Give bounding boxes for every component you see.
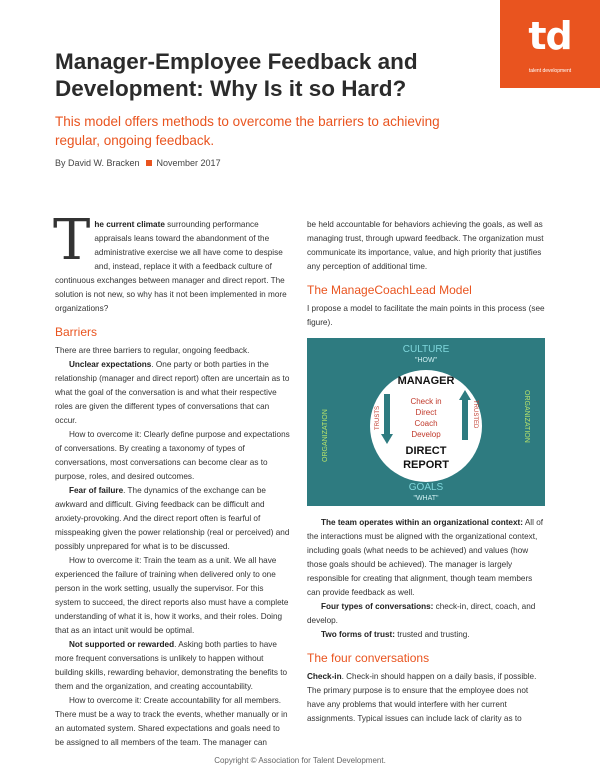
conversation-develop: Develop [411, 430, 441, 439]
report-label: REPORT [403, 459, 449, 471]
author: By David W. Bracken [55, 158, 140, 168]
trusted-arrow-shaft [462, 400, 468, 440]
publish-date: November 2017 [156, 158, 221, 168]
drop-cap: T [53, 208, 91, 273]
barrier-1: Unclear expectations. One party or both parties in the relationship (manager and direct report) often are uncertain as to what the goal of the conversation is and what their respective roles are given the different types of conversations that can occur. [55, 360, 290, 425]
separator-square [146, 160, 152, 166]
trusts-arrow-shaft [384, 394, 390, 434]
byline [55, 157, 221, 169]
checkin-paragraph: Check-in. Check-in should happen on a daily basis, if possible. The primary purpose is to ensure that the employee does not have any problems that would interfere with her current assignments. Typical issues can include lack of clarity as to [307, 672, 537, 723]
logo-mark: td [528, 14, 572, 58]
model-heading: The ManageCoachLead Model [307, 283, 472, 297]
barrier-3-fix: How to overcome it: Create accountability for all members. There must be a way to track the events, whether manually or in an automated system. Shared expectations and goals need to be assigned to all members of the team. The manager can [55, 696, 288, 747]
direct-label: DIRECT [405, 445, 447, 457]
conversation-direct: Direct [415, 408, 437, 417]
copyright-footer: Copyright © Association for Talent Development. [214, 756, 386, 765]
two-forms-trust: Two forms of trust: trusted and trusting. [321, 630, 470, 639]
model-lead: I propose a model to facilitate the main points in this process (see figure). [307, 304, 545, 327]
td-logo [500, 0, 600, 88]
barrier-2-fix: How to overcome it: Train the team as a unit. We all have experienced the failure of training when delivered only to one person in the work setting, usually the supervisor. For this system to succeed, the direct reports also must have a complete understanding of what it is, how it works, and their roles. Doing that as an intact unit would be optimal. [55, 556, 289, 635]
culture-label: CULTURE [402, 344, 450, 355]
barrier-3: Not supported or rewarded. Asking both parties to have more frequent conversations is unlikely to happen without building skills, rewarding behavior, demonstrating the benefits to them and the organization, and creating accountability. [55, 640, 288, 691]
trusted-label: TRUSTED [472, 400, 478, 429]
barriers-lead: There are three barriers to regular, ongoing feedback. [55, 346, 250, 355]
conversation-checkin: Check in [410, 397, 442, 406]
organization-left-label: ORGANIZATION [322, 409, 329, 462]
barrier-1-fix: How to overcome it: Clearly define purpose and expectations of conversations. By creating a taxonomy of types of conversations, most conversations can become clear as to purpose, roles, and desired outcomes. [55, 430, 290, 481]
article-title: Manager-Employee Feedback and Development: Why Is it so Hard? [55, 49, 418, 101]
conversation-coach: Coach [414, 419, 438, 428]
conversations-heading: The four conversations [307, 651, 430, 665]
what-label: "WHAT" [413, 495, 439, 502]
continued-paragraph: be held accountable for behaviors achieving the goals, as well as managing trust, through upward feedback. The organization must communicate its importance, value, and high priority that justifies any perception of additional time. [307, 220, 544, 271]
team-context: The team operates within an organizational context: All of the interactions must be aligned with the organizational context, including goals (what needs to be achieved) and values (how those goals should be achieved). The manager is largely responsible for creating that alignment, though team members can provide feedback as well. [307, 518, 544, 597]
goals-label: GOALS [408, 482, 444, 493]
logo-caption: talent development [528, 68, 572, 74]
article-subtitle: This model offers methods to overcome the barriers to achieving regular, ongoing feedback. [55, 114, 440, 148]
barriers-heading: Barriers [55, 325, 98, 339]
four-types: Four types of conversations: check-in, direct, coach, and develop. [307, 602, 536, 625]
barrier-2: Fear of failure. The dynamics of the exchange can be awkward and difficult. Giving feedback can be difficult and anxiety-provoking. And the direct report often is fearful of misspeaking given the power relationship (real or perceived) and possibly unprepared for what is to be discussed. [55, 486, 290, 551]
manager-label: MANAGER [397, 375, 455, 387]
intro-paragraph: The current climate surrounding performance appraisals leans toward the abandonment of the administrative exercise we all have come to despise and, instead, replace it with a feedback culture of continuous exchanges between manager and direct report. The solution is not new, so why has it not been implemented in more organizations? [53, 208, 287, 313]
organization-right-label: ORGANIZATION [523, 390, 530, 443]
model-figure [307, 338, 545, 506]
trusts-label: TRUSTS [375, 406, 381, 430]
model-diagram [307, 338, 545, 506]
how-label: "HOW" [414, 357, 438, 364]
left-column [53, 208, 291, 750]
right-column [307, 218, 545, 726]
